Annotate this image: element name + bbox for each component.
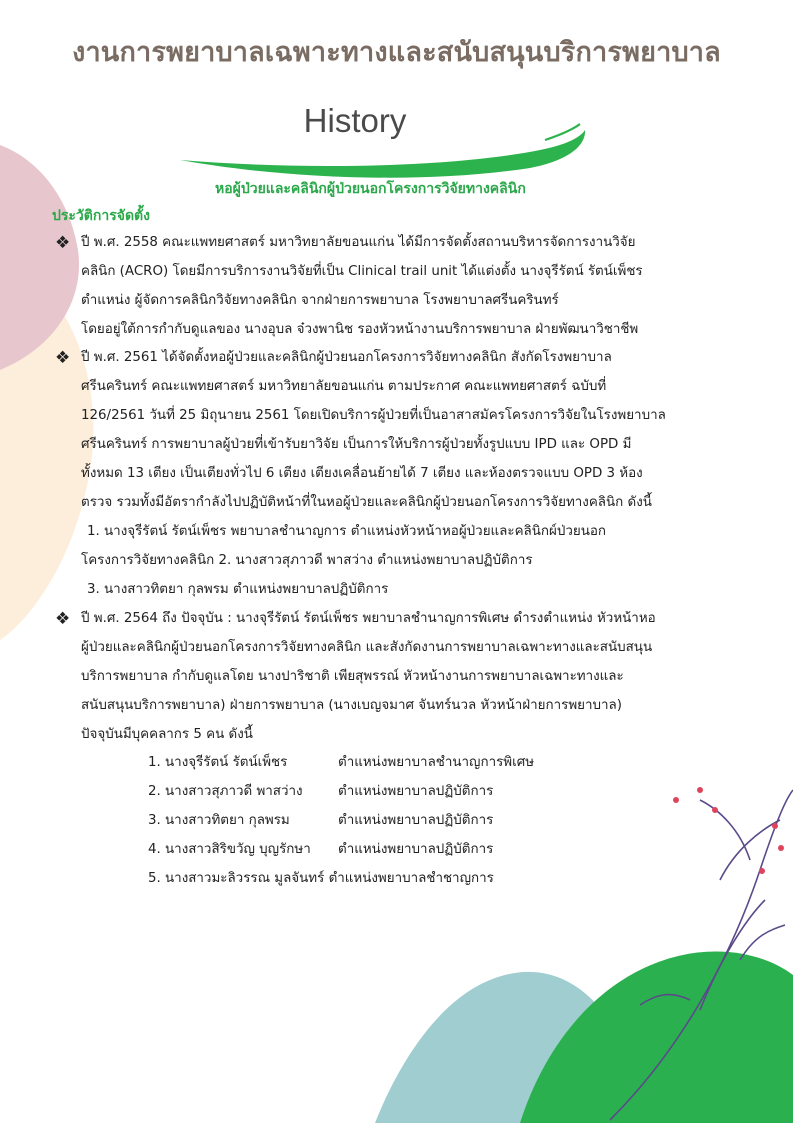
bullet-line: ผู้ป่วยและคลินิกผู้ป่วยนอกโครงการวิจัยทางคลินิก และสังกัดงานการพยาบาลเฉพาะทางและสนับสนุน [81,640,653,655]
staff-name: 2. นางสาวสุภาวดี พาสว่าง [148,784,303,799]
diamond-bullet-icon: ❖ [55,233,71,253]
bullet-line: 1. นางจุรีรัตน์ รัตน์เพ็ชร พยาบาลชำนาญการ ตำแหน่งหัวหน้าหอผู้ป่วยและคลินิกผ์ป่วยนอก [87,524,607,539]
staff-name: 1. นางจุรีรัตน์ รัตน์เพ็ชร [148,755,288,770]
unit-subtitle: หอผู้ป่วยและคลินิกผู้ป่วยนอกโครงการวิจัยทางคลินิก [215,181,526,197]
bullet-line: ปี พ.ศ. 2561 ได้จัดตั้งหอผู้ป่วยและคลินิกผู้ป่วยนอกโครงการวิจัยทางคลินิก สังกัดโรงพยาบาล [81,350,612,365]
history-heading: History [303,102,407,139]
staff-row [148,779,493,805]
staff-row [148,837,493,863]
bullet-line: โดยอยู่ใต้การกำกับดูแลของ นางอุบล จ๋วงพานิช รองหัวหน้างานบริการพยาบาล ฝ่ายพัฒนาวิชาชีพ [81,322,639,337]
bullet-line: สนับสนุนบริการพยาบาล) ฝ่ายการพยาบาล (นางเบญจมาศ จันทร์นวล หัวหน้าฝ่ายการพยาบาล) [81,698,622,713]
bullet-line: ศรีนครินทร์ การพยาบาลผู้ป่วยที่เข้ารับยาวิจัย เป็นการให้บริการผู้ป่วยทั้งรูปแบบ IPD และ OPD มี [81,437,632,452]
bullet-line: ทั้งหมด 13 เตียง เป็นเตียงทั่วไป 6 เตียง เตียงเคลื่อนย้ายได้ 7 เตียง และห้องตรวจแบบ OPD 3 ห้อง [81,466,643,481]
staff-name: 3. นางสาวทิตยา กุลพรม [148,813,290,828]
bullet-line: โครงการวิจัยทางคลินิก 2. นางสาวสุภาวดี พาสว่าง ตำแหน่งพยาบาลปฏิบัติการ [81,553,533,568]
bullet-line: ศรีนครินทร์ คณะแพทยศาสตร์ มหาวิทยาลัยขอนแก่น ตามประกาศ คณะแพทยศาสตร์ ฉบับที่ [81,379,607,394]
bullet-line: ปัจจุบันมีบุคคลากร 5 คน ดังนี้ [81,727,253,742]
staff-row [148,750,534,776]
staff-name: 4. นางสาวสิริขวัญ บุญรักษา [148,842,311,857]
bullet-line: ตรวจ รวมทั้งมีอัตรากำลังไปปฏิบัติหน้าที่ในหอผู้ป่วยและคลินิกผู้ป่วยนอกโครงการวิจัยทางคลินิก ดังนี้ [81,495,652,510]
bullet-line: ปี พ.ศ. 2564 ถึง ปัจจุบัน : นางจุรีรัตน์ รัตน์เพ็ชร พยาบาลชำนาญการพิเศษ ดำรงตำแหน่ง หัวหน้าหอ [81,611,656,626]
staff-position: ตำแหน่งพยาบาลปฏิบัติการ [338,784,494,799]
bullet-line: 3. นางสาวทิตยา กุลพรม ตำแหน่งพยาบาลปฏิบัติการ [87,582,389,597]
staff-position: ตำแหน่งพยาบาลปฏิบัติการ [338,813,494,828]
staff-position: ตำแหน่งพยาบาลปฏิบัติการ [338,842,494,857]
staff-name: 5. นางสาวมะลิวรรณ มูลจันทร์ ตำแหน่งพยาบาลชำชาญการ [148,871,494,886]
staff-position: ตำแหน่งพยาบาลชำนาญการพิเศษ [338,755,535,770]
bullet-line: บริการพยาบาล กำกับดูแลโดย นางปาริชาติ เพียสุพรรณ์ หัวหน้างานการพยาบาลเฉพาะทางและ [81,669,624,684]
diamond-bullet-icon: ❖ [55,609,71,629]
bullet-line: ตำแหน่ง ผู้จัดการคลินิกวิจัยทางคลินิก จากฝ่ายการพยาบาล โรงพยาบาลศรีนครินทร์ [81,293,559,308]
section-heading: ประวัติการจัดตั้ง [52,208,150,224]
bullet-line: ปี พ.ศ. 2558 คณะแพทยศาสตร์ มหาวิทยาลัยขอนแก่น ได้มีการจัดตั้งสถานบริหารจัดการงานวิจัย [81,235,636,250]
staff-row [148,808,493,834]
bullet-line: คลินิก (ACRO) โดยมีการบริการงานวิจัยที่เป็น Clinical trail unit ได้แต่งตั้ง นางจุรีรัตน์ รัตน์เพ็ชร [81,264,643,279]
staff-row [148,866,494,892]
diamond-bullet-icon: ❖ [55,348,71,368]
bullet-line: 126/2561 วันที่ 25 มิถุนายน 2561 โดยเปิดบริการผู้ป่วยที่เป็นอาสาสมัครโครงการวิจัยในโรงพยาบาล [81,408,666,423]
page-title: งานการพยาบาลเฉพาะทางและสนับสนุนบริการพยาบาล [72,37,721,68]
